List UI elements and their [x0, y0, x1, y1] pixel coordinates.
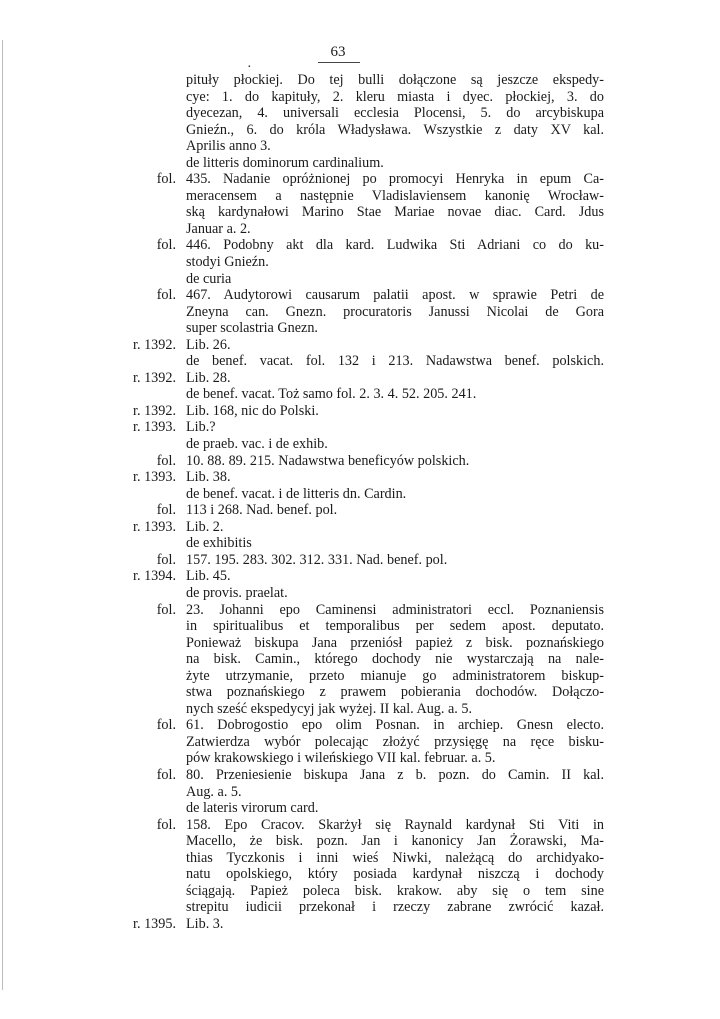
margin-label: r. 1392.: [133, 402, 176, 419]
line-text: Lib. 45.: [186, 568, 231, 585]
line-text: de benef. vacat. i de litteris dn. Cardin.: [186, 485, 407, 502]
margin-label: r. 1392.: [133, 336, 176, 353]
line-text: de praeb. vac. i de exhib.: [186, 436, 328, 453]
line-text: meracensem a następnie Vladislaviensem kanonię Wrocław-: [186, 187, 604, 204]
text-line: [0, 916, 720, 933]
line-text: Zneyna can. Gnezn. procuratoris Janussi Nicolai de Gora: [186, 303, 604, 320]
line-text: 23. Johanni epo Caminensi administratori eccl. Poznaniensis: [186, 601, 604, 618]
line-text: strepitu iudicii przekonał i rzeczy zabrane zwrócić kazał.: [186, 899, 604, 916]
line-text: żyte utrzymanie, przeto mianuje go administratorem biskup-: [186, 667, 604, 684]
text-line: [0, 337, 720, 354]
text-line: [0, 72, 720, 89]
line-text: de litteris dominorum cardinalium.: [186, 154, 384, 171]
line-text: Gnieźn., 6. do króla Władysława. Wszystkie z daty XV kal.: [186, 121, 604, 138]
text-line: [0, 254, 720, 271]
text-line: [0, 883, 720, 900]
margin-label: fol.: [156, 452, 176, 469]
text-line: [0, 370, 720, 387]
text-line: [0, 618, 720, 635]
text-line: [0, 767, 720, 784]
text-body: [0, 72, 720, 932]
margin-label: r. 1392.: [133, 369, 176, 386]
line-text: Lib. 168, nic do Polski.: [186, 402, 319, 419]
line-text: ską kardynałowi Marino Stae Mariae novae diac. Card. Jdus: [186, 204, 604, 221]
line-text: dyecezan, 4. universali ecclesia Plocensi, 5. do arcybiskupa: [186, 105, 604, 122]
text-line: [0, 734, 720, 751]
text-line: [0, 552, 720, 569]
text-line: [0, 486, 720, 503]
line-text: pów krakowskiego i wileńskiego VII kal. februar. a. 5.: [186, 750, 496, 767]
line-text: Lib.?: [186, 419, 216, 436]
line-text: Januar a. 2.: [186, 220, 251, 237]
text-line: [0, 866, 720, 883]
line-text: 435. Nadanie opróżnionej po promocyi Henryka in epum Ca-: [186, 171, 604, 188]
line-text: de lateris virorum card.: [186, 800, 319, 817]
line-text: 113 i 268. Nad. benef. pol.: [186, 502, 338, 519]
margin-label: fol.: [156, 601, 176, 618]
line-text: 467. Audytorowi causarum palatii apost. w sprawie Petri de: [186, 287, 604, 304]
line-text: Aug. a. 5.: [186, 783, 242, 800]
text-line: [0, 568, 720, 585]
line-text: 157. 195. 283. 302. 312. 331. Nad. benef. pol.: [186, 551, 448, 568]
margin-label: r. 1393.: [133, 518, 176, 535]
line-text: de curia: [186, 270, 232, 287]
line-text: 446. Podobny akt dla kard. Ludwika Sti Adriani co do ku-: [186, 237, 604, 254]
text-line: [0, 237, 720, 254]
line-text: de provis. praelat.: [186, 584, 288, 601]
text-line: [0, 817, 720, 834]
text-line: [0, 899, 720, 916]
line-text: de exhibitis: [186, 535, 252, 552]
line-text: Zatwierdza wybór polecając złożyć przysięgę na ręce bisku-: [186, 733, 604, 750]
line-text: 80. Przeniesienie biskupa Jana z b. pozn. do Camin. II kal.: [186, 766, 604, 783]
text-line: [0, 800, 720, 817]
text-line: [0, 717, 720, 734]
text-line: [0, 585, 720, 602]
text-line: [0, 535, 720, 552]
text-line: [0, 287, 720, 304]
text-line: [0, 221, 720, 238]
text-line: [0, 784, 720, 801]
margin-label: fol.: [156, 502, 176, 519]
text-line: [0, 122, 720, 139]
text-line: [0, 519, 720, 536]
margin-label: r. 1393.: [133, 419, 176, 436]
text-line: [0, 320, 720, 337]
line-text: de benef. vacat. Toż samo fol. 2. 3. 4. 52. 205. 241.: [186, 386, 477, 403]
print-mark: ·: [247, 60, 252, 75]
margin-label: fol.: [156, 551, 176, 568]
text-line: [0, 684, 720, 701]
text-line: [0, 833, 720, 850]
line-text: Lib. 26.: [186, 336, 231, 353]
margin-label: fol.: [156, 717, 176, 734]
text-line: [0, 304, 720, 321]
line-text: 158. Epo Cracov. Skarżył się Raynald kardynał Sti Viti in: [186, 816, 604, 833]
line-text: Macello, że bisk. pozn. Jan i kanonicy Jan Żorawski, Ma-: [186, 833, 604, 850]
text-line: [0, 469, 720, 486]
margin-label: r. 1394.: [133, 568, 176, 585]
text-line: [0, 602, 720, 619]
line-text: pituły płockiej. Do tej bulli dołączone są jeszcze ekspedy-: [186, 72, 604, 88]
margin-label: fol.: [156, 766, 176, 783]
page-number: 63: [330, 44, 346, 60]
text-line: [0, 271, 720, 288]
line-text: Lib. 38.: [186, 469, 231, 486]
line-text: cye: 1. do kapituły, 2. kleru miasta i dyec. płockiej, 3. do: [186, 88, 604, 105]
text-line: [0, 188, 720, 205]
line-text: 61. Dobrogostio epo olim Posnan. in archiep. Gnesn electo.: [186, 717, 604, 734]
line-text: Lib. 2.: [186, 518, 224, 535]
margin-label: fol.: [156, 237, 176, 254]
margin-label: fol.: [156, 287, 176, 304]
text-line: [0, 635, 720, 652]
line-text: de benef. vacat. fol. 132 i 213. Nadawstwa benef. polskich.: [186, 353, 604, 370]
margin-label: r. 1395.: [133, 915, 176, 932]
margin-label: fol.: [156, 816, 176, 833]
line-text: Aprilis anno 3.: [186, 138, 271, 155]
line-text: stwa poznańskiego z prawem pobierania dochodów. Dołączo-: [186, 684, 604, 701]
text-line: [0, 353, 720, 370]
text-line: [0, 453, 720, 470]
text-line: [0, 89, 720, 106]
text-line: [0, 850, 720, 867]
text-line: [0, 701, 720, 718]
text-line: [0, 419, 720, 436]
line-text: ściągają. Papież poleca bisk. krakow. aby się o tem sine: [186, 882, 604, 899]
margin-label: fol.: [156, 171, 176, 188]
line-text: na bisk. Camin., którego dochody nie wystarczają na nale-: [186, 651, 604, 668]
page-number-rule: [318, 62, 360, 63]
line-text: super scolastria Gnezn.: [186, 320, 318, 337]
text-line: [0, 204, 720, 221]
line-text: natu opolskiego, który posiada kardynał niszczą i dochody: [186, 866, 604, 883]
text-line: [0, 502, 720, 519]
margin-label: r. 1393.: [133, 469, 176, 486]
text-line: [0, 171, 720, 188]
text-line: [0, 386, 720, 403]
line-text: Lib. 3.: [186, 915, 224, 932]
text-line: [0, 436, 720, 453]
line-text: stodyi Gnieźn.: [186, 254, 269, 271]
line-text: nych sześć ekspedycyj jak wyżej. II kal. Aug. a. 5.: [186, 700, 473, 717]
text-line: [0, 651, 720, 668]
line-text: Lib. 28.: [186, 369, 231, 386]
text-line: [0, 668, 720, 685]
text-line: [0, 138, 720, 155]
text-line: [0, 403, 720, 420]
text-line: [0, 155, 720, 172]
text-line: [0, 105, 720, 122]
line-text: in spiritualibus et temporalibus per sedem apost. deputato.: [186, 618, 604, 635]
text-line: [0, 750, 720, 767]
line-text: Ponieważ biskupa Jana przeniósł papież z bisk. poznańskiego: [186, 634, 604, 651]
line-text: thias Tyczkonis i inni wieś Niwki, należącą do archidyako-: [186, 849, 604, 866]
line-text: 10. 88. 89. 215. Nadawstwa beneficyów polskich.: [186, 452, 470, 469]
